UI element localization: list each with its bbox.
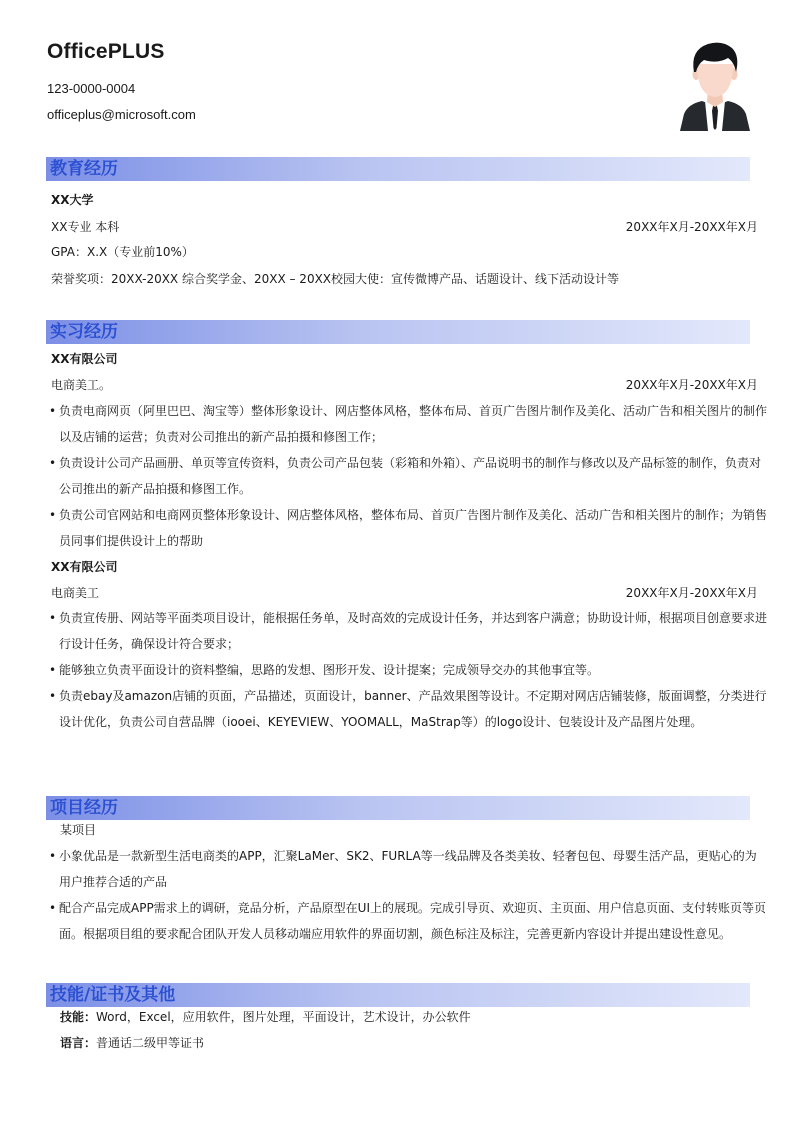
project-section-title: 项目经历 [50,798,118,818]
list-item: • 负责电商网页（阿里巴巴、淘宝等）整体形象设计、网店整体风格，整体布局、首页广告图片制作及美化、活动广告和相关图片的制作以及店铺的运营；负责对公司推出的新产品拍摄和修图工作； [49,398,767,450]
skills-value: Word，Excel，应用软件，图片处理，平面设计，艺术设计，办公软件 [96,1010,471,1024]
language-row [60,1035,204,1051]
bullet-text: 负责设计公司产品画册、单页等宣传资料，负责公司产品包装（彩箱和外箱）、产品说明书的制作与修改以及产品标签的制作，负责对公司推出的新产品拍摄和修图工作。 [59,456,762,496]
phone-number: 123-0000-0004 [47,81,136,96]
bullet-text: 负责公司官网站和电商网页整体形象设计、网店整体风格，整体布局、首页广告图片制作及美化、活动广告和相关图片的制作；为销售员同事们提供设计上的帮助 [59,508,768,548]
job-date: 20XX年X月-20XX年X月 [625,586,758,600]
bullet-text: 负责电商网页（阿里巴巴、淘宝等）整体形象设计、网店整体风格，整体布局、首页广告图片制作及美化、活动广告和相关图片的制作以及店铺的运营；负责对公司推出的新产品拍摄和修图工作； [59,404,768,444]
bullet-text: 配合产品完成APP需求上的调研，竞品分析，产品原型在UI上的展现。完成引导页、欢迎页、主页面、用户信息页面、支付转账页等页面。根据项目组的要求配合团队开发人员移动端应用软件的界面切割，颜色标注及标注，完善更新内容设计并提出建设性意见。 [59,901,767,941]
school-name: XX大学 [51,193,94,207]
education-section-title: 教育经历 [50,159,118,179]
list-item: • 负责宣传册、网站等平面类项目设计，能根据任务单，及时高效的完成设计任务，并达到客户满意；协助设计师，根据项目创意要求进行设计任务，确保设计符合要求； [49,605,767,657]
gpa: GPA：X.X（专业前10%） [51,245,194,259]
email-address: officeplus@microsoft.com [47,107,196,122]
project-name: 某项目 [60,823,97,837]
list-item: • 配合产品完成APP需求上的调研，竞品分析，产品原型在UI上的展现。完成引导页、欢迎页、主页面、用户信息页面、支付转账页等页面。根据项目组的要求配合团队开发人员移动端应用软件的界面切割，颜色标注及标注，完善更新内容设计并提出建设性意见。 [49,895,767,947]
language-label: 语言： [60,1036,97,1050]
education-date: 20XX年X月-20XX年X月 [625,220,758,234]
bullet-text: 能够独立负责平面设计的资料整编，思路的发想、图形开发、设计提案；完成领导交办的其他事宜等。 [59,663,600,677]
project-section-header [46,796,750,820]
language-value: 普通话二级甲等证书 [96,1036,205,1050]
company-name: XX有限公司 [51,560,118,574]
bullet-text: 负责宣传册、网站等平面类项目设计，能根据任务单，及时高效的完成设计任务，并达到客户满意；协助设计师，根据项目创意要求进行设计任务，确保设计符合要求； [59,611,768,651]
bullet-text: 小象优品是一款新型生活电商类的APP，汇聚LaMer、SK2、FURLA等一线品牌及各类美妆、轻奢包包、母婴生活产品，更贴心的为用户推荐合适的产品 [59,849,757,889]
job-date: 20XX年X月-20XX年X月 [625,378,758,392]
job-role: 电商美工 [51,586,100,600]
candidate-name: OfficePLUS [47,40,165,63]
honors: 荣誉奖项：20XX-20XX 综合奖学金、20XX – 20XX校园大使：宣传微博产品、话题设计、线下活动设计等 [51,272,620,286]
person-icon [680,43,750,131]
list-item: • 小象优品是一款新型生活电商类的APP，汇聚LaMer、SK2、FURLA等一线品牌及各类美妆、轻奢包包、母婴生活产品，更贴心的为用户推荐合适的产品 [49,843,767,895]
skills-row [60,1009,471,1025]
job-role: 电商美工。 [51,378,112,392]
skills-section-title: 技能/证书及其他 [50,985,176,1005]
skills-section-header [46,983,750,1007]
list-item: • 负责公司官网站和电商网页整体形象设计、网店整体风格，整体布局、首页广告图片制作及美化、活动广告和相关图片的制作；为销售员同事们提供设计上的帮助 [49,502,767,554]
internship-section-title: 实习经历 [50,322,118,342]
bullet-text: 负责ebay及amazon店铺的页面，产品描述，页面设计，banner、产品效果图等设计。不定期对网店店铺装修，版面调整，分类进行设计优化，负责公司自营品牌（iooei、KEYEVIEW、YOOMALL，MaStrap等）的logo设计、包装设计及产品图片处理。 [59,689,767,729]
company-name: XX有限公司 [51,352,118,366]
education-section-header [46,157,750,181]
list-item: • 能够独立负责平面设计的资料整编，思路的发想、图形开发、设计提案；完成领导交办的其他事宜等。 [49,657,767,683]
list-item: • 负责设计公司产品画册、单页等宣传资料，负责公司产品包装（彩箱和外箱）、产品说明书的制作与修改以及产品标签的制作，负责对公司推出的新产品拍摄和修图工作。 [49,450,767,502]
list-item: • 负责ebay及amazon店铺的页面，产品描述，页面设计，banner、产品效果图等设计。不定期对网店店铺装修，版面调整，分类进行设计优化，负责公司自营品牌（iooei、KEYEVIEW、YOOMALL，MaStrap等）的logo设计、包装设计及产品图片处理。 [49,683,767,735]
skills-label: 技能： [60,1010,97,1024]
internship-section-header [46,320,750,344]
avatar [678,40,752,131]
major-degree: XX专业 本科 [51,220,120,234]
